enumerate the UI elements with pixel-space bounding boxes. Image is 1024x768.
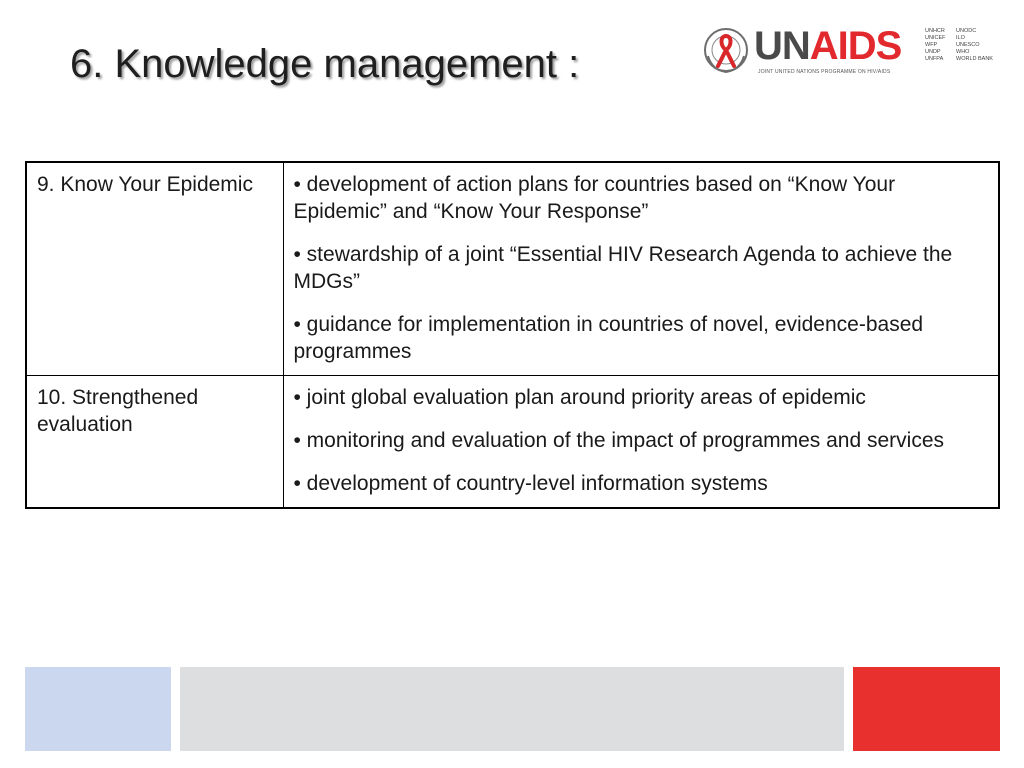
unaids-logo <box>702 20 1002 80</box>
row-details <box>283 162 999 376</box>
logo-wordmark-un: UN <box>754 24 810 68</box>
cosponsors-column-2 <box>956 28 993 63</box>
cosponsor-name: UNFPA <box>925 56 944 62</box>
cosponsor-name: UNHCR <box>925 28 945 34</box>
logo-wordmark <box>754 26 901 66</box>
bullet-item: • guidance for implementation in countries of novel, evidence-based programmes <box>293 313 924 363</box>
cosponsor-name: ILO <box>956 35 965 41</box>
cosponsor-name: UNDP <box>925 49 941 55</box>
logo-tagline: JOINT UNITED NATIONS PROGRAMME ON HIV/AIDS <box>758 69 891 75</box>
cosponsor-name: UNODC <box>956 28 977 34</box>
cosponsor-name: WORLD BANK <box>956 56 993 62</box>
knowledge-management-table <box>25 161 1000 509</box>
cosponsor-name: UNESCO <box>956 42 980 48</box>
footer-bar-gray <box>180 667 844 751</box>
footer-bar-red <box>853 667 1000 751</box>
slide-title: 6. Knowledge management : <box>70 42 580 86</box>
table-row <box>26 376 999 509</box>
cosponsors-column-1 <box>925 28 945 63</box>
cosponsor-name: WFP <box>925 42 938 48</box>
bullet-item: • development of action plans for countries based on “Know Your Epidemic” and “Know Your Response” <box>293 173 896 223</box>
footer-bar-blue <box>25 667 171 751</box>
logo-wordmark-aids: AIDS <box>809 24 902 68</box>
un-emblem-ribbon-icon <box>702 26 750 74</box>
row-label: 9. Know Your Epidemic <box>26 162 283 376</box>
bullet-item: • joint global evaluation plan around priority areas of epidemic <box>293 386 866 409</box>
cosponsor-name: WHO <box>956 49 970 55</box>
table-row <box>26 162 999 376</box>
cosponsor-name: UNICEF <box>925 35 946 41</box>
bullet-item: • development of country-level information systems <box>293 472 768 495</box>
row-label: 10. Strengthened evaluation <box>26 376 283 509</box>
row-details <box>283 376 999 509</box>
bullet-item: • monitoring and evaluation of the impact of programmes and services <box>293 429 945 452</box>
bullet-item: • stewardship of a joint “Essential HIV Research Agenda to achieve the MDGs” <box>293 243 953 293</box>
